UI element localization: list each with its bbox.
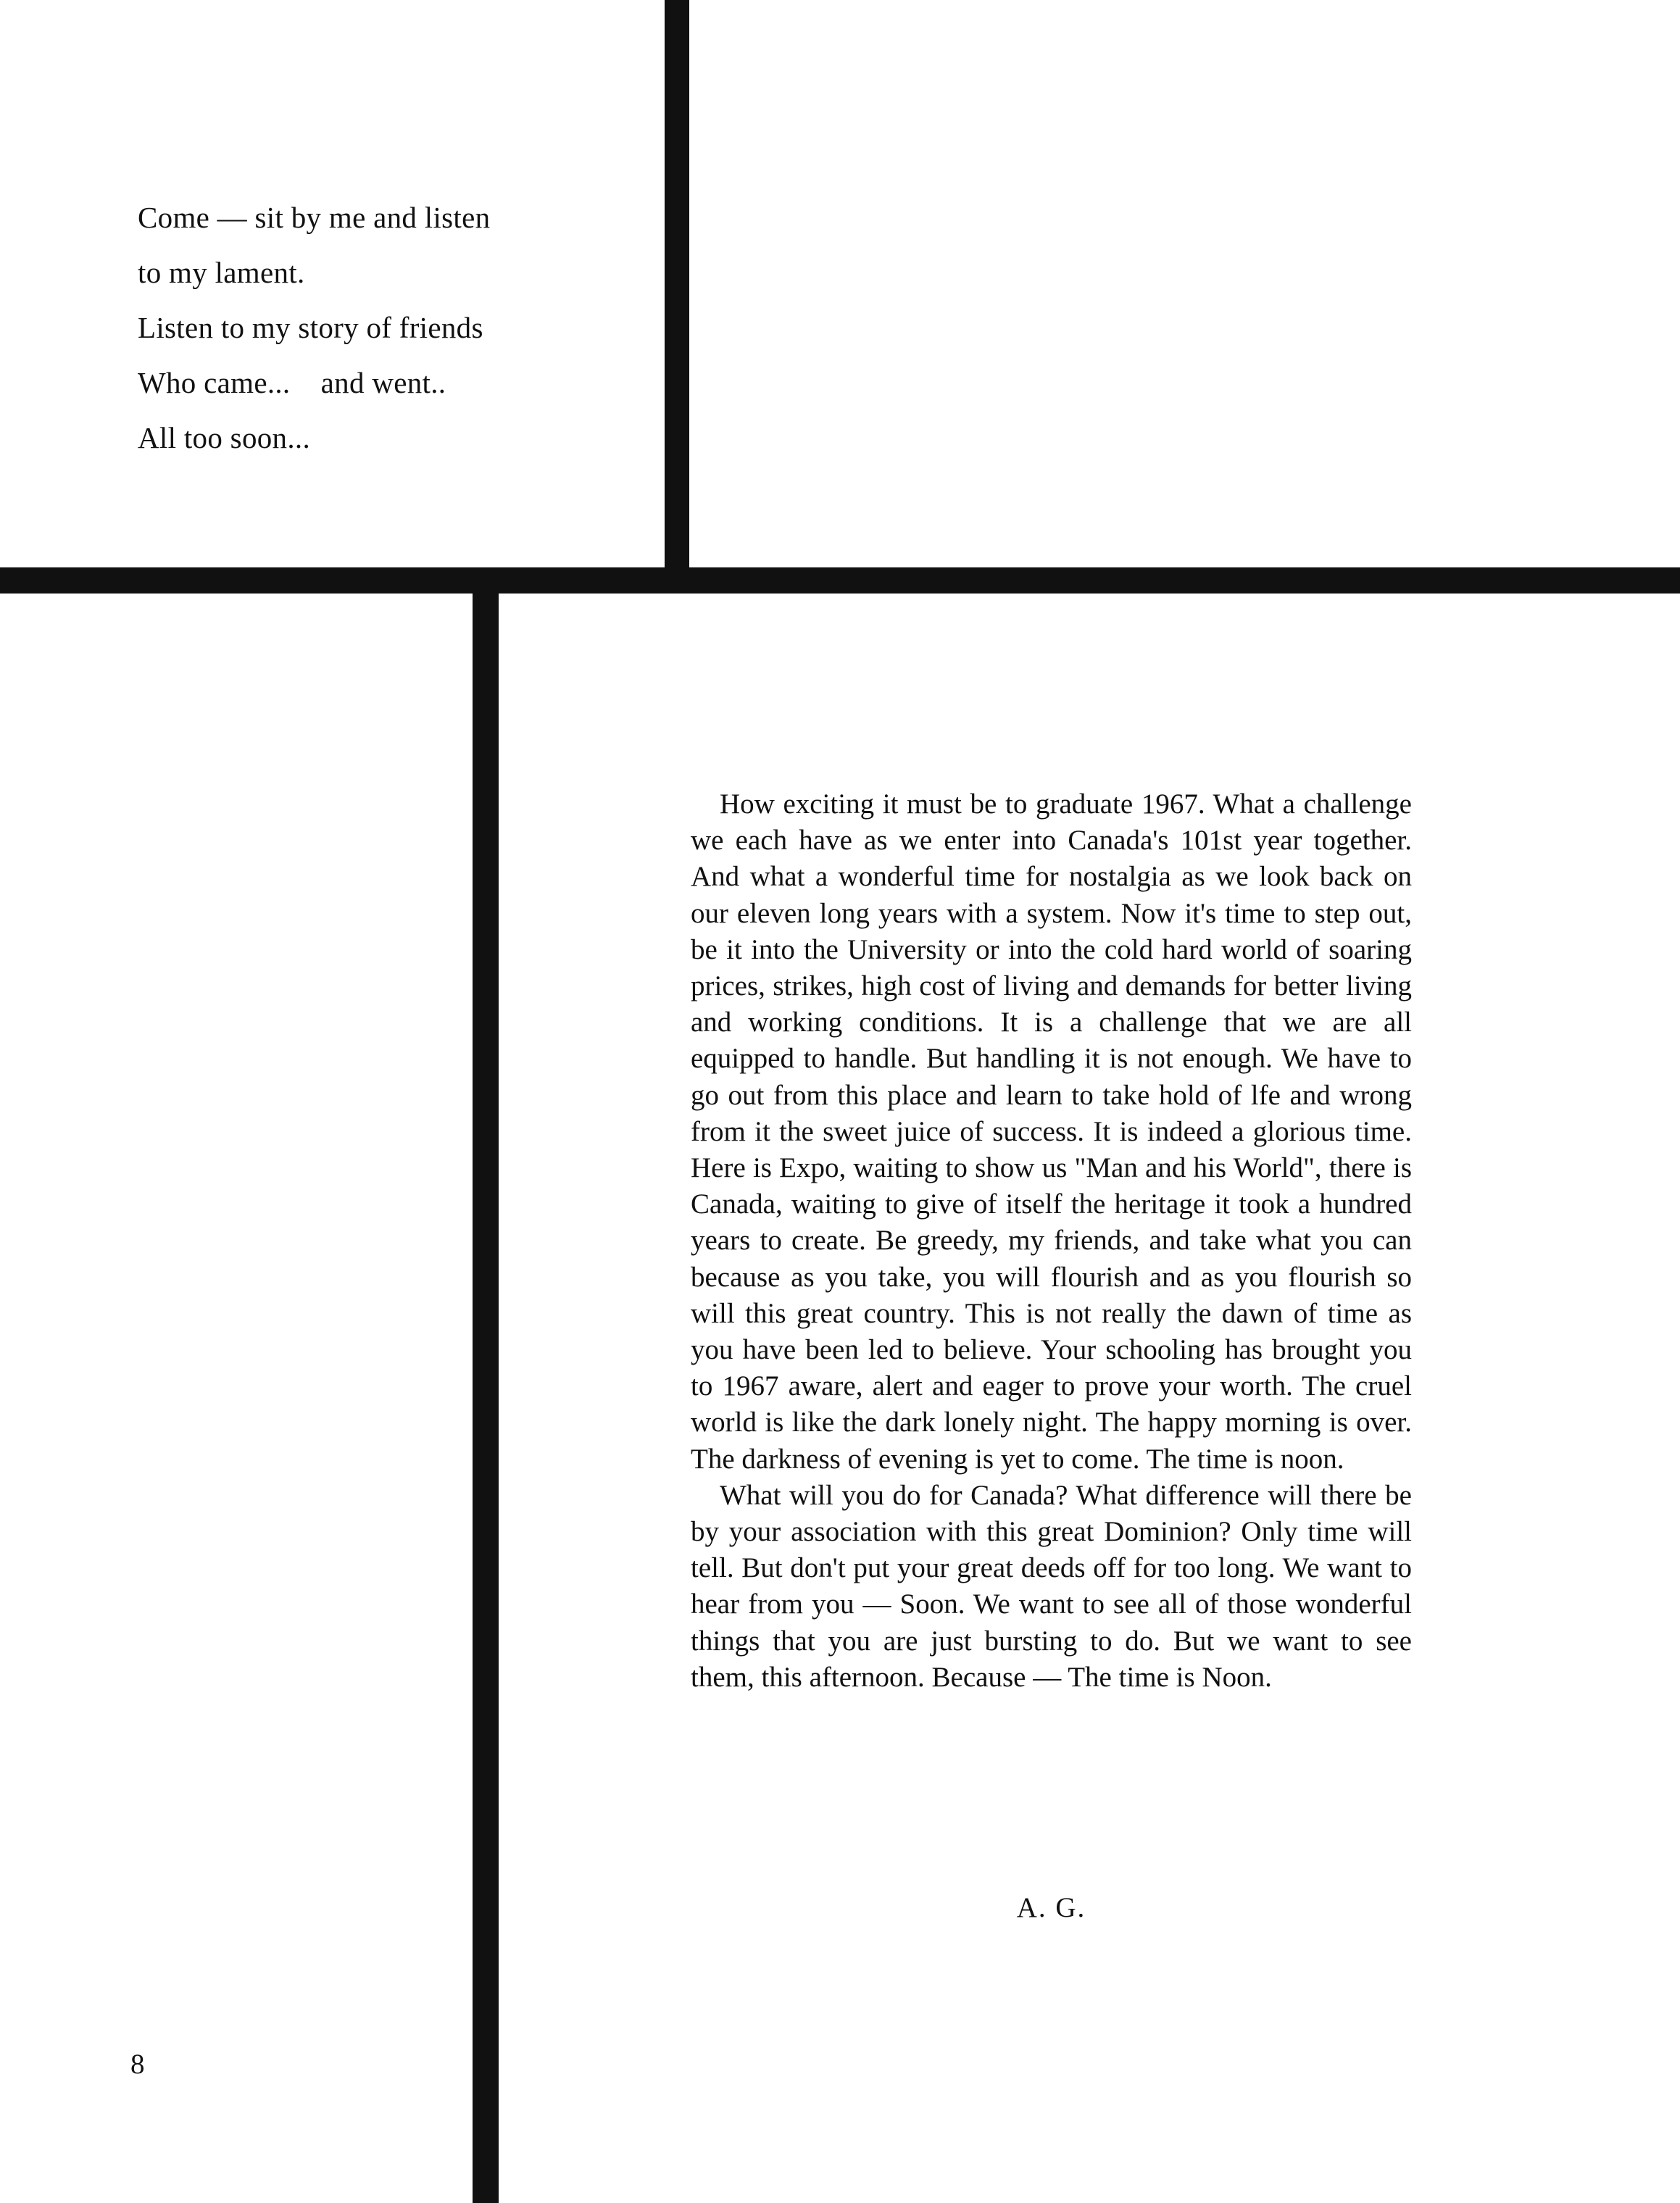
poem [138,190,645,465]
poem-line: Come — sit by me and listen [138,201,491,234]
essay-paragraph: How exciting it must be to graduate 1967. What a challenge we each have as we enter into Canada's 101st year together. And what a wonderful time for nostalgia as we look back on our eleven long years with a system. Now it's time to step out, be it into the University or into the cold hard world of soaring prices, strikes, high cost of living and demands for better living and working conditions. It is a challenge that we are all equipped to handle. But handling it is not enough. We have to go out from this place and learn to take hold of lfe and wrong from it the sweet juice of success. It is indeed a glorious time. Here is Expo, waiting to show us "Man and his World", there is Canada, waiting to give of itself the heritage it took a hundred years to create. Be greedy, my friends, and take what you can because as you take, you will flourish and as you flourish so will this great country. This is not really the dawn of time as you have been led to believe. Your schooling has brought you to 1967 aware, alert and eager to prove your worth. The cruel world is like the dark lonely night. The happy morning is over. The darkness of evening is yet to come. The time is noon. [691,788,1412,1475]
page-number: 8 [130,2049,145,2080]
vertical-divider-top [665,0,689,580]
horizontal-divider [0,567,1680,594]
poem-line: Listen to my story of friends [138,311,483,344]
poem-line: to my lament. [138,256,305,289]
essay [691,786,1412,1696]
author-signature: A. G. [1016,1892,1086,1923]
essay-paragraph: What will you do for Canada? What difference will there be by your association with this great Dominion? Only time will tell. But don't put your great deeds off for too long. We want to hear from you — Soon. We want to see all of those wonderful things that you are just bursting to do. But we want to see them, this afternoon. Because — The time is Noon. [691,1479,1412,1693]
vertical-divider-bottom [473,594,499,2203]
poem-line: Who came... and went.. [138,366,446,399]
poem-line: All too soon... [138,421,310,454]
